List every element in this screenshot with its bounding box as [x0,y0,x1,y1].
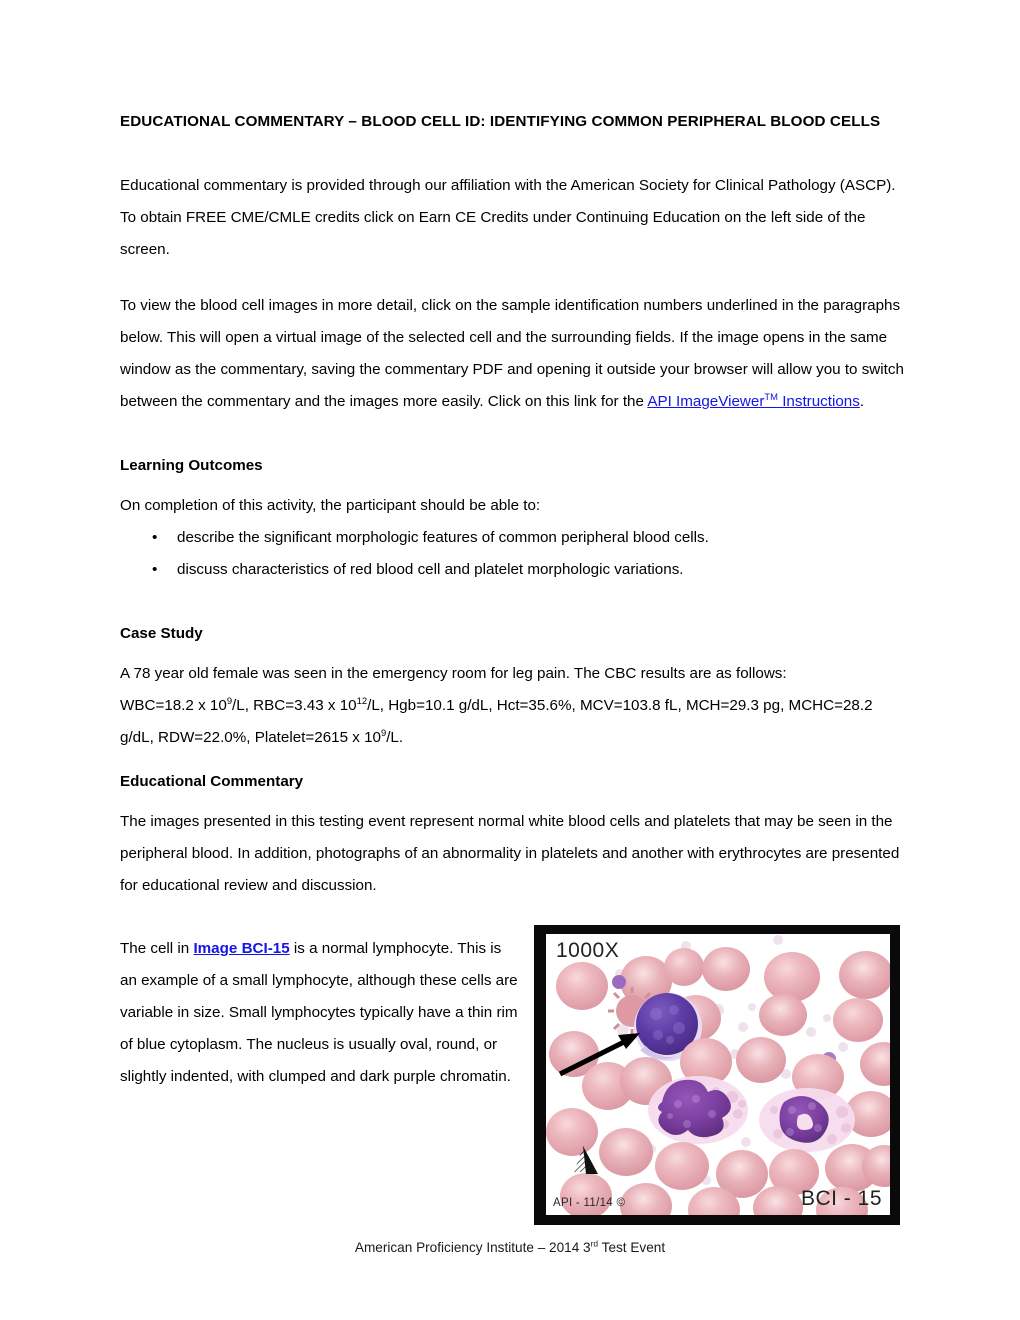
bullet-icon: • [152,561,158,578]
list-item [120,522,910,554]
blood-smear-micrograph[interactable] [534,925,900,1225]
hct-value: 35.6% [528,697,572,714]
wbc-value: 18.2 x 10 [164,697,227,714]
case-study-cbc-results: WBC=18.2 x $10^9/L$, RBC=3.43 x $10^{12}/L$, Hgb=10.1 g/dL, Hct=35.6%, MCV=103.8 fL, MCH=29.3 pg, MCHC=28.2 g/dL, RDW=22.0%, Platelet=2615 x $10^9/L$. [120,694,873,746]
case-study-heading: Case Study [120,625,203,642]
rbc-value: 3.43 x 10 [294,697,357,714]
ordinal-superscript: rd [590,1238,599,1249]
list-item-label: describe the significant morphologic features of common peripheral blood cells. [177,529,709,546]
mch-value: 29.3 pg [729,697,781,714]
platelet-unit: /L [386,729,399,746]
viewer-paragraph-text: To view the blood cell images in more detail, click on the sample identification numbers underlined in the paragraphs below. This will open a virtual image of the selected cell and the surrounding fields. If the image opens in the same window as the commentary, saving the commentary PDF and opening it outside your browser will allow you to switch between the commentary and the images more easily. Click on this link for the [120,297,904,410]
document-content [120,106,910,1211]
mcv-value: 103.8 fL [622,697,678,714]
description-lead: The cell in [120,940,194,958]
mchc-value: 28.2 g/dL [120,697,873,746]
micrograph-canvas [546,934,890,1215]
rdw-label: RDW [158,729,195,746]
wbc-exponent: 9 [226,694,233,706]
learning-outcomes-intro: On completion of this activity, the participant should be able to: [120,497,541,514]
link-text-primary: API ImageViewer [647,393,765,410]
magnification-label: 1000X [556,939,620,963]
educational-commentary-paragraph: The images presented in this testing event represent normal white blood cells and platelets that may be seen in the peripheral blood. In addition, photographs of an abnormality in platelets and another with erythrocytes are presented for educational review and discussion. [120,813,900,894]
list-item [120,554,910,586]
neutrophil-cell-center [648,1076,748,1144]
rbc-label: RBC [253,697,286,714]
hgb-value: 10.1 g/dL [424,697,489,714]
lymphocyte-description [120,933,520,1093]
platelet-exponent: 9 [380,726,387,738]
intro-paragraph: Educational commentary is provided through our affiliation with the American Society for Clinical Pathology (ASCP). To obtain FREE CME/CMLE credits click on Earn CE Credits under Continuing Education on the left side of the screen. [120,177,896,258]
image-id-label: BCI - 15 [800,1187,882,1211]
rbc-unit: /L [367,697,380,714]
lymphocyte-section [120,933,910,1211]
hct-label: Hct [496,697,520,714]
rbc-exponent: 12 [356,694,368,706]
learning-outcomes-heading: Learning Outcomes [120,457,263,474]
list-item-label: discuss characteristics of red blood cell and platelet morphologic variations. [177,561,684,578]
bullet-icon: • [152,529,158,546]
mchc-label: MCHC [788,697,835,714]
viewer-paragraph-tail: . [859,393,865,410]
neutrophil-cell-right [759,1088,855,1152]
description-tail: is a normal lymphocyte. This is an example of a small lymphocyte, although these cells are variable in size. Small lymphocytes typically have a thin rim of blue cytoplasm. The nucleus is usually oval, round, or slightly indented, with clumped and dark purple chromatin. [120,940,518,1086]
blood-cell-illustration [546,934,890,1215]
educational-commentary-heading: Educational Commentary [120,773,304,790]
footer-text-tail: Test Event [598,1240,666,1255]
platelet-value: 2615 x 10 [314,729,381,746]
footer-text-lead: American Proficiency Institute – 2014 3 [354,1240,591,1255]
hgb-label: Hgb [388,697,417,714]
wbc-unit: /L [232,697,245,714]
image-bci-15-link[interactable]: Image BCI-15 [193,940,290,958]
api-imageviewer-instructions-link[interactable] [647,390,860,410]
wbc-label: WBC [120,697,156,714]
page-footer [0,1240,1020,1255]
platelet-label: Platelet [254,729,306,746]
mch-label: MCH [685,697,721,714]
case-study-history: A 78 year old female was seen in the emergency room for leg pain. The CBC results are as follows: [120,665,787,682]
rdw-value: 22.0% [203,729,247,746]
link-text-secondary: Instructions [777,393,860,410]
viewer-instructions-paragraph [120,290,910,418]
trademark-superscript: TM [764,390,778,402]
attribution-label: API - 11/14 © [553,1197,626,1210]
page-title: EDUCATIONAL COMMENTARY – BLOOD CELL ID: IDENTIFYING COMMON PERIPHERAL BLOOD CELLS [120,113,881,130]
mcv-label: MCV [579,697,614,714]
learning-outcomes-list [120,522,910,586]
